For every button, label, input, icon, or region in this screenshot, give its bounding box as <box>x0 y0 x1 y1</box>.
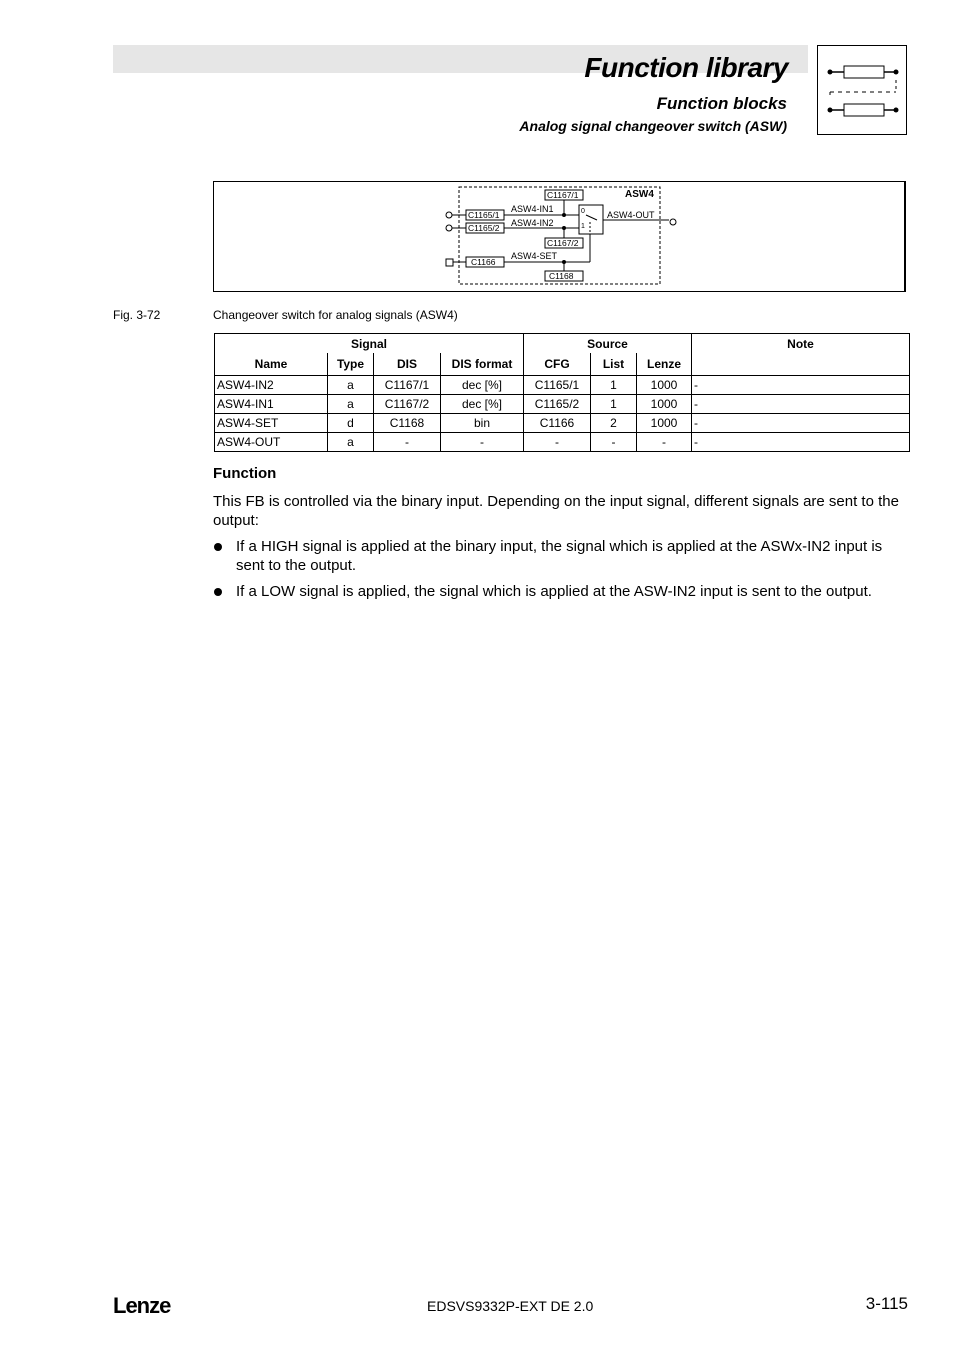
table-row <box>215 414 910 433</box>
list-item <box>213 537 913 575</box>
function-heading: Function <box>213 465 277 482</box>
cell-list: 1 <box>591 376 637 395</box>
cell-dis-format: - <box>441 433 524 452</box>
cell-lenze: 1000 <box>637 414 692 433</box>
col-header-lenze: Lenze <box>637 353 692 376</box>
dis-in1: C1167/1 <box>547 190 579 200</box>
col-header-name: Name <box>215 353 328 376</box>
page-number: 3-115 <box>865 1294 908 1313</box>
cell-dis: C1167/1 <box>374 376 441 395</box>
function-intro: This FB is controlled via the binary input. Depending on the input signal, different signals are sent to the output: <box>213 493 899 529</box>
figure-box <box>213 181 906 292</box>
function-block-icon <box>817 45 907 135</box>
signal-table <box>214 333 910 452</box>
cell-type: a <box>328 395 374 414</box>
in2-label: ASW4-IN2 <box>511 218 554 228</box>
cfg-in1: C1165/1 <box>468 210 500 220</box>
function-bullet-list <box>213 537 913 608</box>
cell-lenze: 1000 <box>637 395 692 414</box>
table-row <box>215 433 910 452</box>
set-label: ASW4-SET <box>511 251 558 261</box>
cell-lenze: 1000 <box>637 376 692 395</box>
table-row <box>215 395 910 414</box>
cell-dis: C1168 <box>374 414 441 433</box>
switch-pos1: 1 <box>581 223 585 230</box>
cell-dis-format: dec [%] <box>441 395 524 414</box>
cell-type: d <box>328 414 374 433</box>
cell-dis-format: dec [%] <box>441 376 524 395</box>
table-row <box>215 376 910 395</box>
cell-dis-format: bin <box>441 414 524 433</box>
cell-dis: - <box>374 433 441 452</box>
cell-cfg: C1165/1 <box>524 376 591 395</box>
cell-note: - <box>692 395 910 414</box>
cell-cfg: - <box>524 433 591 452</box>
signal-group-header: Signal <box>215 334 524 354</box>
cfg-set: C1166 <box>471 257 496 267</box>
col-header-cfg: CFG <box>524 353 591 376</box>
dis-in2: C1167/2 <box>547 238 579 248</box>
cfg-in2: C1165/2 <box>468 223 500 233</box>
cell-name: ASW4-IN2 <box>215 376 328 395</box>
out-label: ASW4-OUT <box>607 210 655 220</box>
switch-pos0: 0 <box>581 208 585 215</box>
block-name: ASW4 <box>625 189 654 200</box>
cell-dis: C1167/2 <box>374 395 441 414</box>
lenze-logo: Lenze <box>113 1293 171 1318</box>
bullet-text: If a HIGH signal is applied at the binary input, the signal which is applied at the ASWx-IN2 input is sent to the output. <box>236 538 883 574</box>
section-title: Function blocks <box>656 94 787 113</box>
bullet-text: If a LOW signal is applied, the signal which is applied at the ASW-IN2 input is sent to the output. <box>236 583 872 600</box>
col-header-dis-format: DIS format <box>441 353 524 376</box>
bullet-icon <box>214 543 222 551</box>
set-terminal <box>446 259 453 266</box>
out-terminal <box>670 219 676 225</box>
note-header: Note <box>692 334 910 376</box>
cell-type: a <box>328 376 374 395</box>
block-outline <box>459 187 660 284</box>
cell-list: 1 <box>591 395 637 414</box>
in1-label: ASW4-IN1 <box>511 204 554 214</box>
dis-set: C1168 <box>549 271 574 281</box>
cell-list: - <box>591 433 637 452</box>
cell-name: ASW4-IN1 <box>215 395 328 414</box>
page-title: Function library <box>584 52 788 83</box>
cell-name: ASW4-OUT <box>215 433 328 452</box>
document-id: EDSVS9332P-EXT DE 2.0 <box>427 1298 594 1314</box>
cell-lenze: - <box>637 433 692 452</box>
cell-note: - <box>692 433 910 452</box>
cell-name: ASW4-SET <box>215 414 328 433</box>
cell-note: - <box>692 376 910 395</box>
cell-list: 2 <box>591 414 637 433</box>
col-header-list: List <box>591 353 637 376</box>
subsection-title: Analog signal changeover switch (ASW) <box>519 118 787 134</box>
source-group-header: Source <box>524 334 692 354</box>
figure-number: Fig. 3-72 <box>113 308 161 322</box>
col-header-dis: DIS <box>374 353 441 376</box>
cell-note: - <box>692 414 910 433</box>
list-item <box>213 582 913 601</box>
in2-terminal <box>446 225 452 231</box>
figure-caption: Changeover switch for analog signals (ASW4) <box>213 308 458 322</box>
bullet-icon <box>214 588 222 596</box>
cell-cfg: C1166 <box>524 414 591 433</box>
in1-terminal <box>446 212 452 218</box>
cell-type: a <box>328 433 374 452</box>
col-header-type: Type <box>328 353 374 376</box>
cell-cfg: C1165/2 <box>524 395 591 414</box>
